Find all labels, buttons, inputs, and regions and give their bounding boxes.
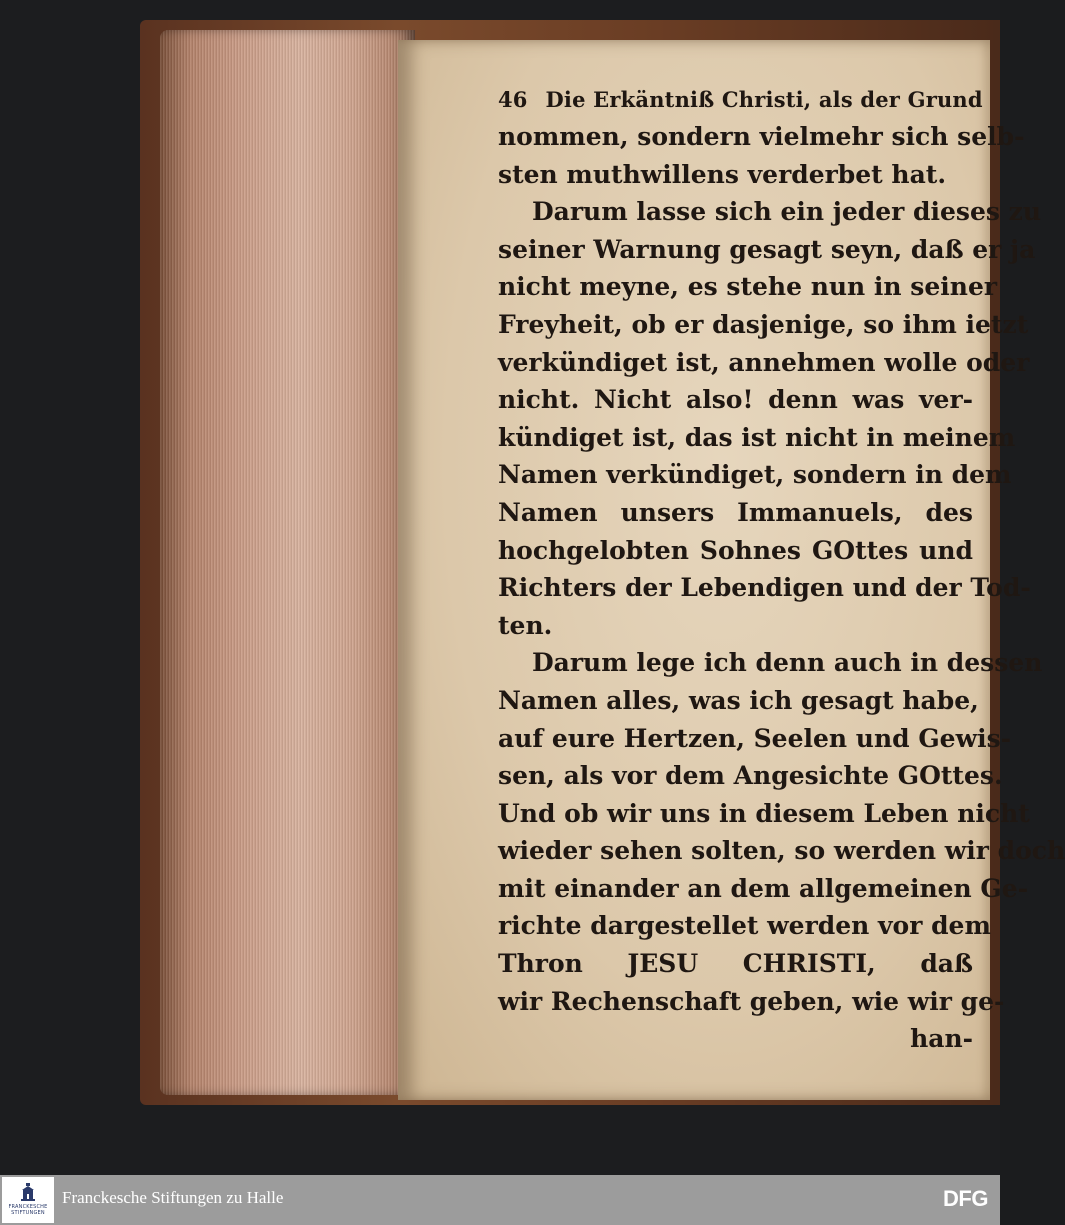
logo-text: FRANCKESCHE STIFTUNGEN — [8, 1204, 48, 1216]
text-line: wir Rechenschaft geben, wie wir ge- — [498, 986, 1005, 1016]
book-page — [398, 40, 1065, 1100]
running-head — [498, 82, 983, 118]
institution-logo[interactable] — [2, 1177, 54, 1223]
text-line: Namen verkündiget, sondern in dem — [498, 460, 1012, 490]
text-line: Freyheit, ob er dasjenige, so ihm ietzt — [498, 309, 1029, 339]
text-line: auf eure Hertzen, Seelen und Gewis- — [498, 723, 1012, 753]
text-line: Darum lasse sich ein jeder dieses zu — [532, 197, 1042, 227]
text-line: sten muthwillens verderbet hat. — [498, 159, 947, 189]
text-line: seiner Warnung gesagt seyn, daß er ja — [498, 234, 1036, 264]
text-line: hochgelobten Sohnes GOttes und — [498, 535, 973, 565]
text-line: sen, als vor dem Angesichte GOttes. — [498, 761, 1003, 791]
text-line: Namen unsers Immanuels, des — [498, 497, 973, 527]
text-line: nicht. Nicht also! denn was ver- — [498, 385, 973, 415]
text-line: kündiget ist, das ist nicht in meinem — [498, 422, 1016, 452]
text-line: richte dargestellet werden vor dem — [498, 911, 991, 941]
page-number: 46 — [498, 87, 528, 112]
footer-bar — [0, 1175, 1000, 1225]
text-line: Und ob wir uns in diesem Leben nicht — [498, 798, 1030, 828]
text-line: nommen, sondern vielmehr sich selb- — [498, 122, 1025, 151]
text-line: Darum lege ich denn auch in dessen — [532, 648, 1043, 678]
institution-name[interactable]: Franckesche Stiftungen zu Halle — [62, 1188, 284, 1207]
text-line: Richters der Lebendigen und der Tod- — [498, 573, 1031, 603]
text-line: Namen alles, was ich gesagt habe, — [498, 685, 979, 715]
text-line: wieder sehen solten, so werden wir doch — [498, 836, 1065, 866]
text-line: ten. — [498, 610, 553, 640]
text-line: nicht meyne, es stehe nun in seiner — [498, 272, 998, 302]
text-line: mit einander an dem allgemeinen Ge- — [498, 873, 1029, 903]
page-text — [498, 82, 1065, 1058]
building-icon — [21, 1183, 35, 1201]
running-head-title: Die Erkäntniß Christi, als der Grund — [545, 87, 983, 112]
text-line: verkündiget ist, annehmen wolle oder — [498, 347, 1030, 377]
page-edges — [160, 30, 415, 1095]
catchword: han- — [910, 1024, 973, 1054]
dfg-logo[interactable]: DFG — [943, 1186, 988, 1211]
text-line: Thron JESU CHRISTI, daß — [498, 949, 973, 979]
